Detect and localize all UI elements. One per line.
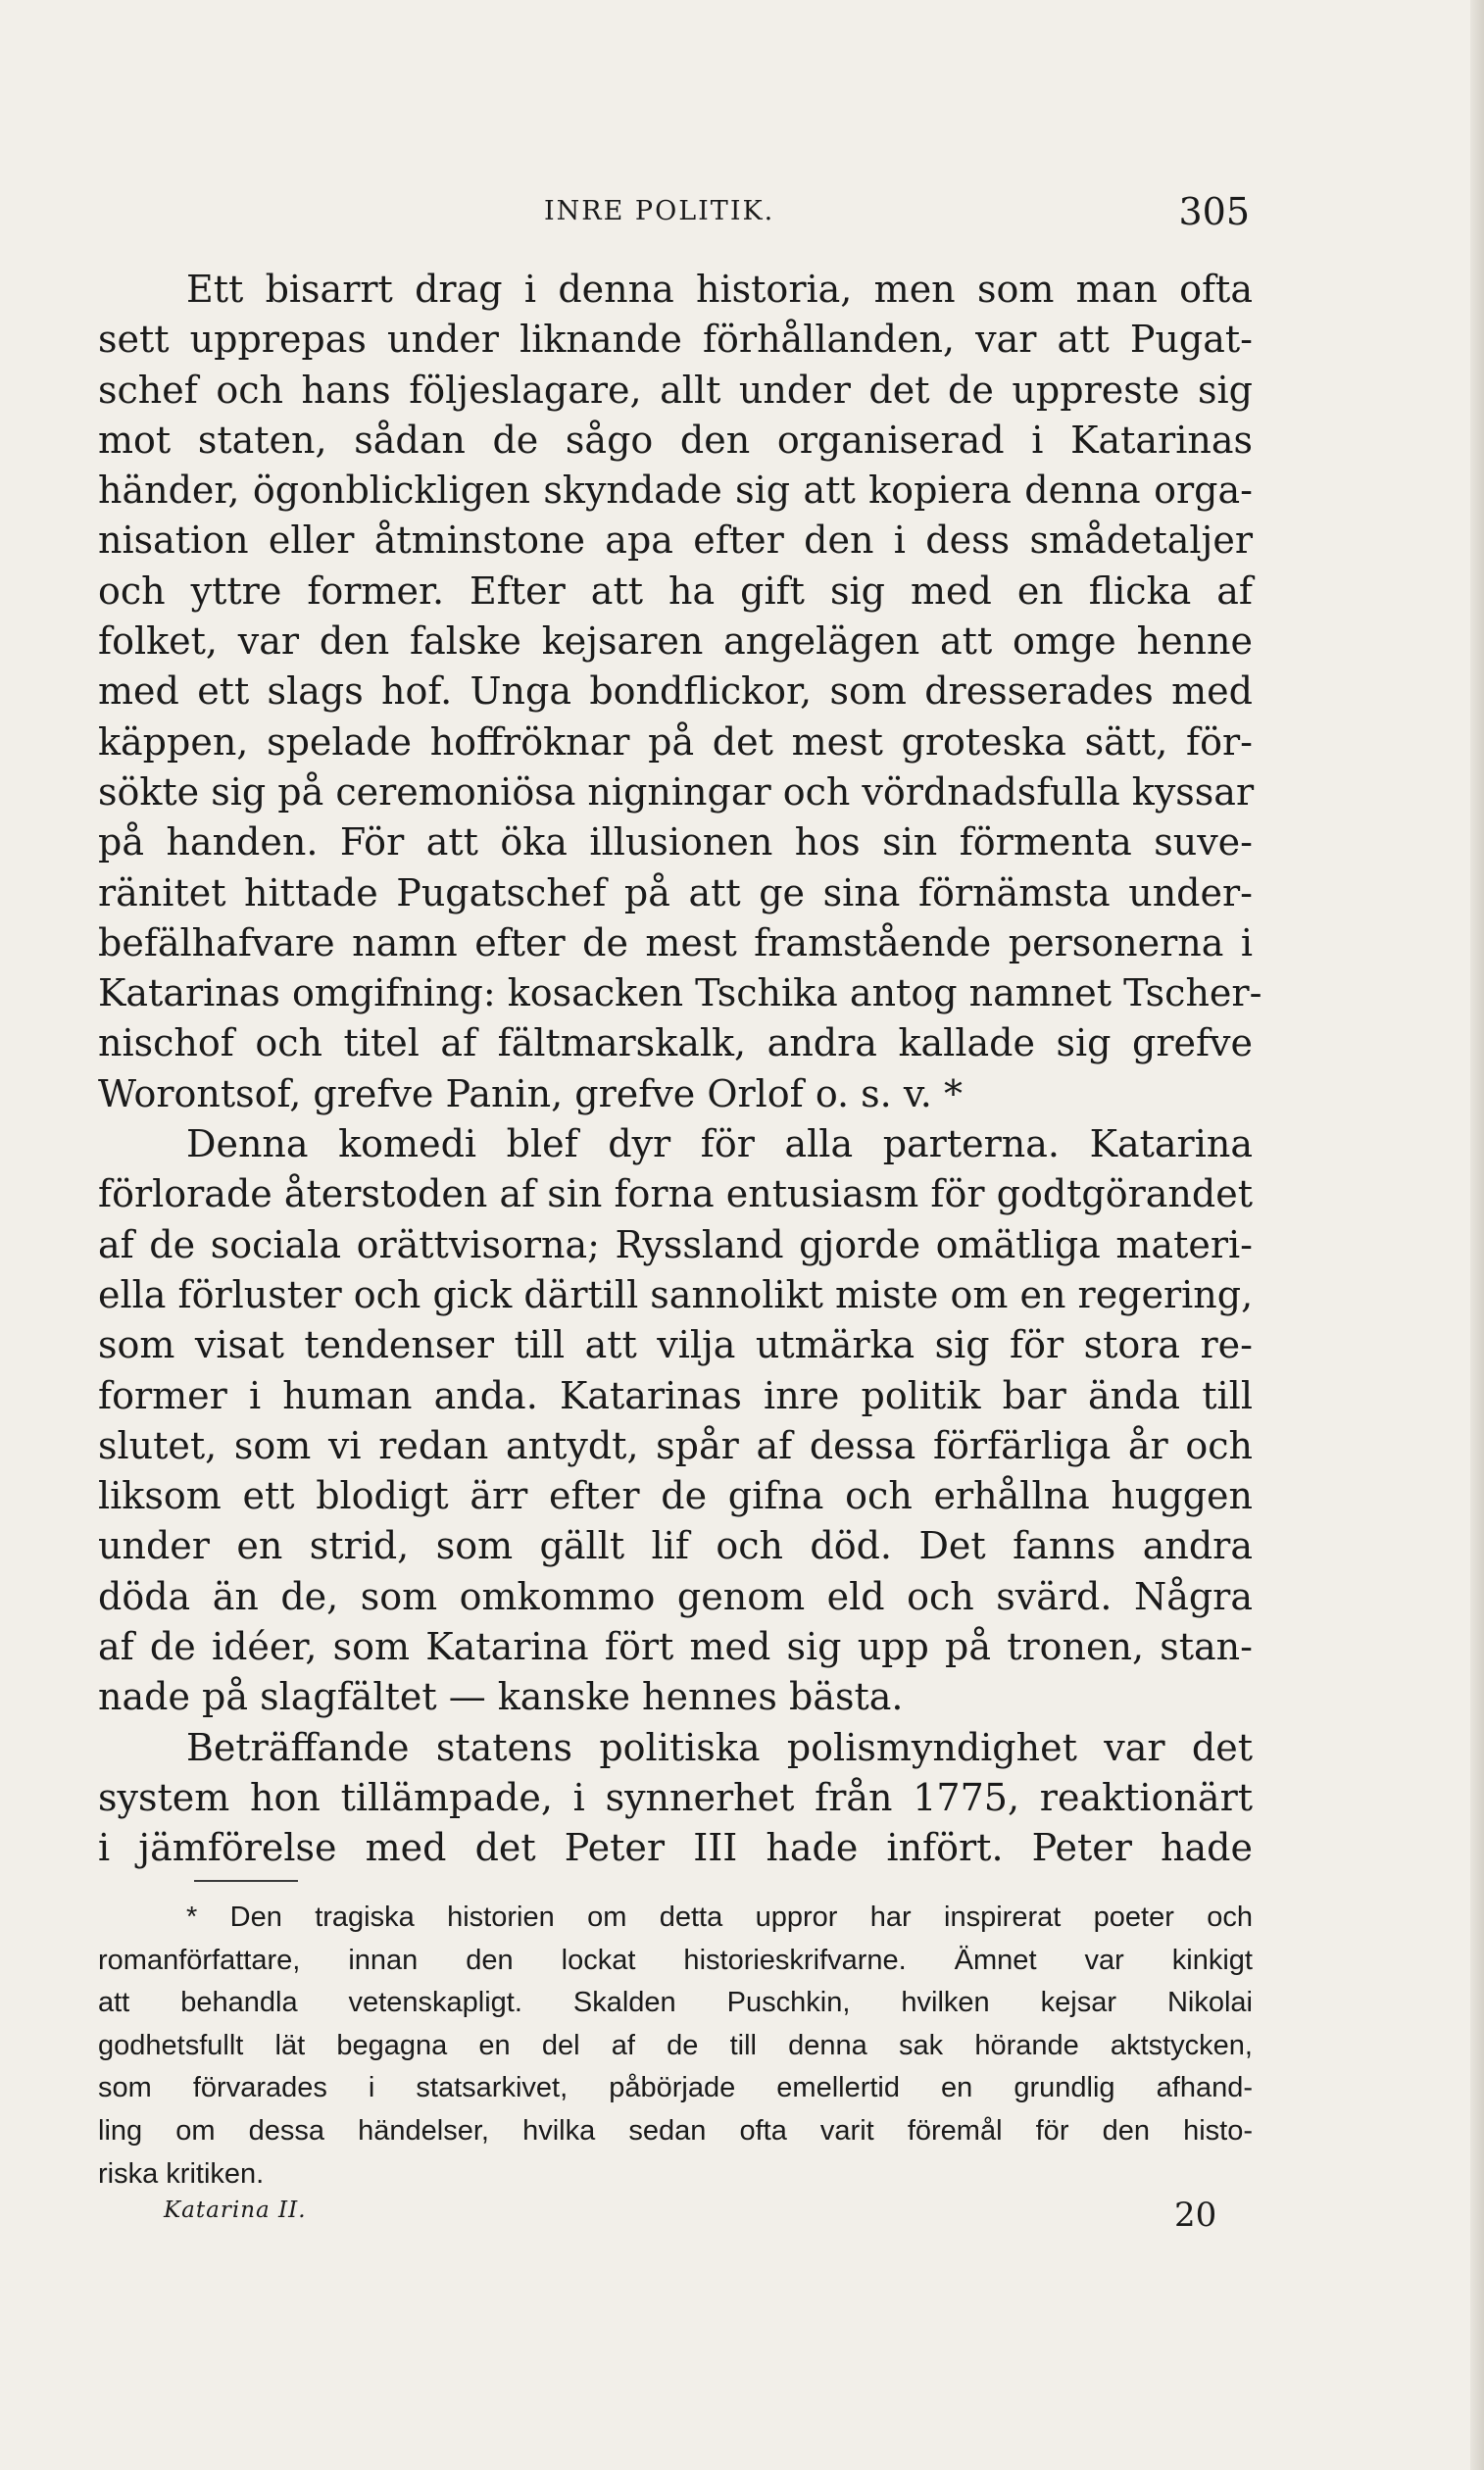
- text-line: former i human anda. Katarinas inre politik bar ända till: [98, 1373, 1253, 1417]
- text-line: Worontsof, grefve Panin, grefve Orlof o. s. v. *: [98, 1071, 963, 1115]
- text-line: nade på slagfältet — kanske hennes bästa.: [98, 1675, 904, 1719]
- text-line: Denna komedi blef dyr för alla parterna. Katarina: [186, 1122, 1253, 1166]
- text-line: förlorade återstoden af sin forna entusiasm för godtgörandet: [98, 1172, 1253, 1216]
- footnote: [98, 1897, 1253, 2196]
- text-line: Katarinas omgifning: kosacken Tschika antog namnet Tscher-: [98, 971, 1262, 1015]
- page-header: [172, 190, 1250, 245]
- text-line: som visat tendenser till att vilja utmärka sig för stora re-: [98, 1323, 1253, 1367]
- text-line: sökte sig på ceremoniösa nigningar och vördnadsfulla kyssar: [98, 769, 1255, 814]
- footnote-line: godhetsfullt lät begagna en del af de till denna sak hörande aktstycken,: [98, 2029, 1253, 2061]
- text-line: af de sociala orättvisorna; Ryssland gjorde omätliga materi-: [98, 1222, 1253, 1266]
- text-line: Beträffande statens politiska polismyndighet var det: [186, 1725, 1253, 1769]
- text-line: på handen. För att öka illusionen hos sin förmenta suve-: [98, 820, 1253, 864]
- text-line: befälhafvare namn efter de mest framstående personerna i: [98, 920, 1253, 964]
- text-line: nischof och titel af fältmarskalk, andra kallade sig grefve: [98, 1021, 1253, 1065]
- text-line: nisation eller åtminstone apa efter den i dess smådetaljer: [98, 519, 1253, 563]
- text-line: Ett bisarrt drag i denna historia, men som man ofta: [186, 268, 1253, 311]
- text-line: och yttre former. Efter att ha gift sig med en flicka af: [98, 568, 1253, 613]
- text-line: under en strid, som gällt lif och död. Det fanns andra: [98, 1524, 1253, 1568]
- footnote-divider: [194, 1880, 298, 1882]
- footnote-line: riska kritiken.: [98, 2157, 265, 2190]
- running-title: INRE POLITIK.: [544, 196, 775, 226]
- text-line: händer, ögonblickligen skyndade sig att kopiera denna orga-: [98, 469, 1253, 513]
- text-line: sett upprepas under liknande förhållanden, var att Pugat-: [98, 318, 1253, 362]
- footnote-line: ling om dessa händelser, hvilka sedan ofta varit föremål för den histo-: [98, 2114, 1253, 2147]
- footnote-line: romanförfattare, innan den lockat historieskrifvarne. Ämnet var kinkigt: [98, 1944, 1253, 1976]
- text-line: ränitet hittade Pugatschef på att ge sina förnämsta under-: [98, 870, 1253, 914]
- page-number: 305: [1178, 190, 1250, 233]
- text-line: af de idéer, som Katarina fört med sig upp på tronen, stan-: [98, 1625, 1253, 1669]
- text-line: slutet, som vi redan antydt, spår af dessa förfärliga år och: [98, 1423, 1253, 1467]
- body-text: [98, 265, 1262, 1874]
- footnote-line: * Den tragiska historien om detta uppror har inspirerat poeter och: [186, 1902, 1253, 1933]
- text-line: liksom ett blodigt ärr efter de gifna och erhållna huggen: [98, 1474, 1253, 1518]
- text-line: döda än de, som omkommo genom eld och svärd. Några: [98, 1574, 1253, 1618]
- text-line: mot staten, sådan de sågo den organiserad i Katarinas: [98, 418, 1253, 462]
- text-line: med ett slags hof. Unga bondflickor, som dresserades med: [98, 669, 1253, 714]
- text-line: system hon tillämpade, i synnerhet från 1775, reaktionärt: [98, 1775, 1253, 1819]
- text-line: folket, var den falske kejsaren angelägen att omge henne: [98, 619, 1253, 664]
- footnote-line: som förvarades i statsarkivet, påbörjade emellertid en grundlig afhand-: [98, 2072, 1253, 2104]
- signature-number: 20: [1174, 2196, 1217, 2235]
- text-line: schef och hans följeslagare, allt under det de uppreste sig: [98, 368, 1253, 412]
- signature-title: Katarina II.: [164, 2198, 307, 2223]
- footnote-line: att behandla vetenskapligt. Skalden Puschkin, hvilken kejsar Nikolai: [98, 1987, 1253, 2019]
- text-line: i jämförelse med det Peter III hade infört. Peter hade: [98, 1826, 1253, 1870]
- text-line: käppen, spelade hoffröknar på det mest groteska sätt, för-: [98, 719, 1253, 764]
- text-line: ella förluster och gick därtill sannolikt miste om en regering,: [98, 1272, 1254, 1316]
